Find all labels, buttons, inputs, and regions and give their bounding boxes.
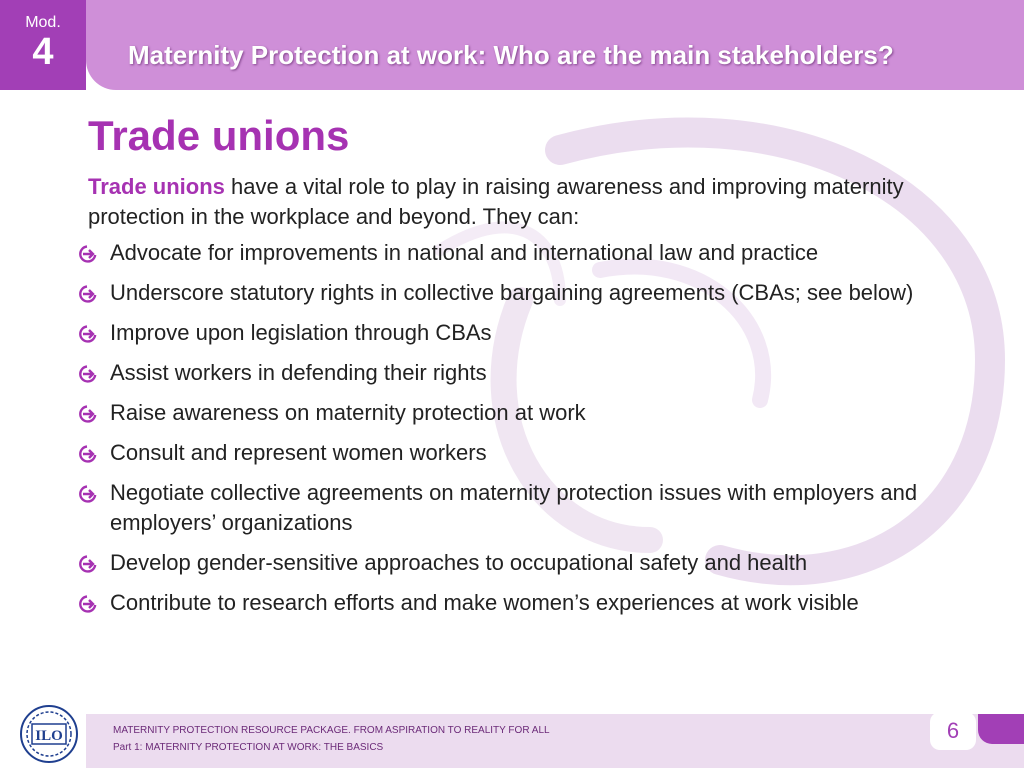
circled-arrow-icon: [78, 484, 98, 504]
module-label: Mod.: [25, 14, 61, 31]
footer-text: [113, 722, 550, 756]
circled-arrow-icon: [78, 364, 98, 384]
circled-arrow-icon: [78, 594, 98, 614]
circled-arrow-icon: [78, 324, 98, 344]
list-item: [78, 548, 960, 578]
footer-accent: [978, 714, 1024, 744]
footer-line-1: MATERNITY PROTECTION RESOURCE PACKAGE. FROM ASPIRATION TO REALITY FOR ALL: [113, 725, 550, 736]
list-item: [78, 588, 960, 618]
circled-arrow-icon: [78, 284, 98, 304]
list-item-text: Assist workers in defending their rights: [110, 360, 487, 385]
slide-title: Trade unions: [88, 112, 350, 159]
intro-highlight: Trade unions: [88, 174, 225, 199]
header-title: Maternity Protection at work: Who are the main stakeholders?: [128, 40, 894, 70]
intro-text: have a vital role to play in raising awareness and improving maternity protection in the workplace and beyond. They can:: [88, 174, 904, 229]
circled-arrow-icon: [78, 404, 98, 424]
list-item: [78, 358, 960, 388]
list-item: [78, 438, 960, 468]
list-item: [78, 278, 960, 308]
list-item-text: Develop gender-sensitive approaches to occupational safety and health: [110, 550, 808, 575]
page-number: 6: [930, 712, 976, 750]
list-item-text: Underscore statutory rights in collective bargaining agreements (CBAs; see below): [110, 280, 914, 305]
circled-arrow-icon: [78, 554, 98, 574]
list-item-text: Contribute to research efforts and make women’s experiences at work visible: [110, 590, 859, 615]
list-item: [78, 238, 960, 268]
circled-arrow-icon: [78, 244, 98, 264]
bullet-list: [78, 238, 958, 618]
list-item-text: Improve upon legislation through CBAs: [110, 320, 492, 345]
intro-paragraph: [88, 172, 948, 232]
module-badge: [0, 0, 86, 90]
list-item-text: Negotiate collective agreements on maternity protection issues with employers and employers’ organizations: [110, 480, 918, 535]
list-item: [78, 478, 960, 538]
slide-content: [88, 112, 968, 628]
module-number: 4: [32, 31, 54, 73]
ilo-logo-icon: [18, 704, 80, 764]
footer-line-2: Part 1: MATERNITY PROTECTION AT WORK: THE BASICS: [113, 742, 384, 753]
list-item-text: Consult and represent women workers: [110, 440, 487, 465]
list-item-text: Advocate for improvements in national and international law and practice: [110, 240, 819, 265]
logo-text: ILO: [35, 728, 63, 744]
list-item-text: Raise awareness on maternity protection at work: [110, 400, 586, 425]
circled-arrow-icon: [78, 444, 98, 464]
list-item: [78, 398, 960, 428]
list-item: [78, 318, 960, 348]
